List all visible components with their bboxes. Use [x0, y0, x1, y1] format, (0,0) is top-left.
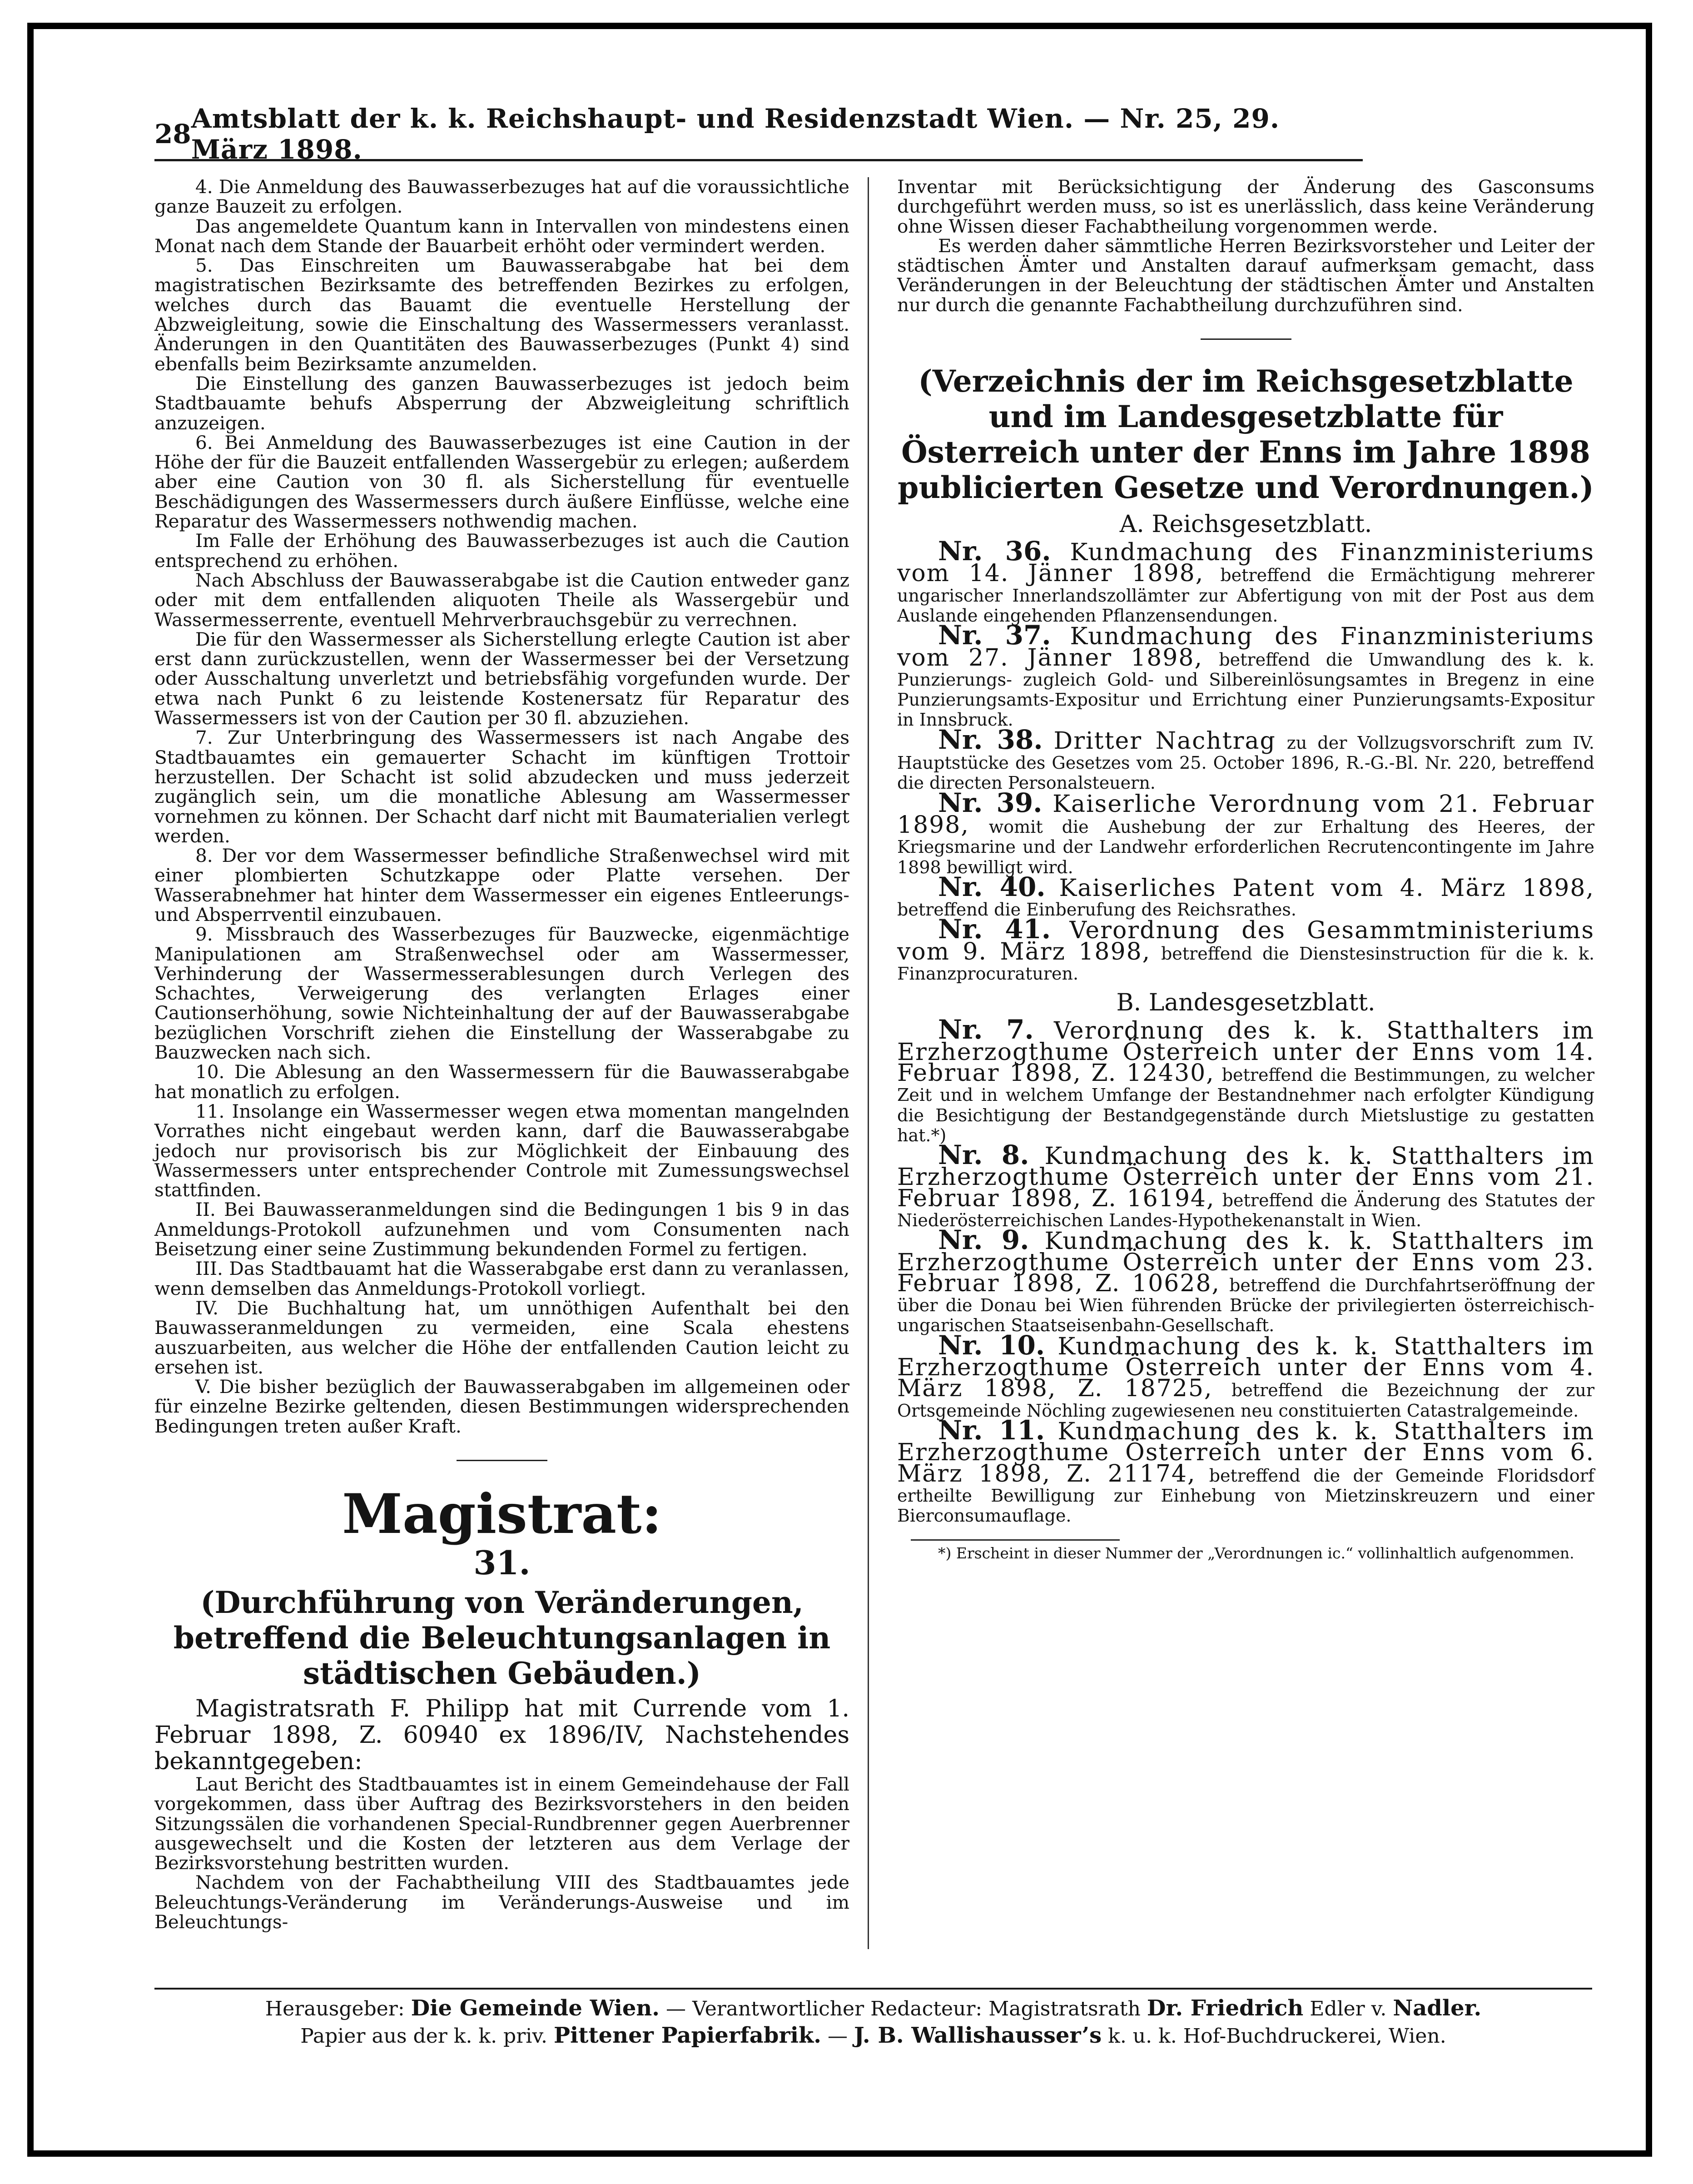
entry-description: betreffend die Bestimmungen, zu welcher Zeit und in welchem Umfange der Bestandnehmer nach erfolgter Kündigung die Besichtigung der Bestandgegenstände durch Mietslustige zu gestatten hat.*)	[897, 1065, 1594, 1145]
entry-description: betreffend die Dienstesinstruction für die k. k. Finanzprocuraturen.	[897, 943, 1595, 984]
law-entry	[897, 1014, 1595, 1145]
running-title: Amtsblatt der k. k. Reichshaupt- und Residenzstadt Wien. — Nr. 25, 29. März 1898.	[191, 103, 1280, 165]
footer-text: k. u. k. Hof-Buchdruckerei, Wien.	[1108, 2025, 1446, 2048]
entry-number: Nr. 39.	[938, 787, 1043, 818]
entry-number: Nr. 36.	[938, 536, 1051, 567]
law-entry	[897, 724, 1595, 793]
paragraph: 4. Die Anmeldung des Bauwasserbezuges hat auf die voraussichtliche ganze Bauzeit zu erfolgen.	[154, 176, 849, 218]
footer-text: Die Gemeinde Wien.	[411, 1995, 660, 2021]
section-rule	[457, 1460, 547, 1461]
paragraph: IV. Die Buchhaltung hat, um unnöthigen Aufenthalt bei den Bauwasseranmeldungen zu vermeiden, eine Scala ehestens auszuarbeiten, aus welcher die Höhe der entfallenden Caution leicht zu ersehen ist.	[154, 1297, 849, 1378]
entry-title: Dritter Nachtrag	[1053, 727, 1276, 755]
law-entry	[897, 1224, 1595, 1336]
item-heading: (Durchführung von Veränderungen, betreffend die Beleuchtungsanlagen in städtischen Gebäuden.)	[173, 1585, 831, 1691]
paragraph: Es werden daher sämmtliche Herren Bezirksvorsteher und Leiter der städtischen Ämter und Anstalten darauf aufmerksam gemacht, dass Veränderungen in der Beleuchtung der städtischen Ämter und Anstalten nur durch die genannte Fachabtheilung durchzuführen sind.	[897, 234, 1594, 316]
entry-number: Nr. 41.	[938, 914, 1051, 945]
paragraph: 7. Zur Unterbringung des Wassermessers ist nach Angabe des Stadtbauamtes ein gemauerter Schacht im künftigen Trottoir herzustellen. Der Schacht ist solid abzudecken und muss jederzeit zugänglich sein, um die monatliche Ablesung am Wassermesser vornehmen zu können. Der Schacht darf nicht mit Baumaterialien verlegt werden.	[154, 726, 849, 847]
footer-text: J. B. Wallishausser’s	[854, 2023, 1102, 2048]
paragraph: 5. Das Einschreiten um Bauwasserabgabe hat bei dem magistratischen Bezirksamte des betreffenden Bezirkes zu erfolgen, welches durch das Bauamt die eventuelle Herstellung der Abzweigleitung, sowie die Einschaltung des Wassermessers veranlasst. Änderungen in den Quantitäten des Bauwasserbezuges (Punkt 4) sind ebenfalls beim Bezirksamte anzumelden.	[154, 254, 849, 375]
footer-text: —	[827, 2025, 848, 2048]
footer-text: Edler v.	[1310, 1997, 1387, 2020]
entry-description: betreffend die Änderung des Statutes der Niederösterreichischen Landes-Hypothekenanstalt in Wien.	[897, 1190, 1595, 1230]
entry-description: zu der Vollzugsvorschrift zum IV. Hauptstücke des Gesetzes vom 25. October 1896, R.-G.-Bl. Nr. 220, betreffend die directen Personalsteuern.	[897, 732, 1595, 793]
entry-description: betreffend die der Gemeinde Floridsdorf ertheilte Bewilligung zur Einhebung von Mietzinskreuzern und einer Bierconsumauflage.	[897, 1465, 1594, 1526]
entry-description: betreffend die Ermächtigung mehrerer ungarischer Innerlandszollämter zur Abfertigung von mit der Post aus dem Auslande eingehenden Pflanzensendungen.	[897, 565, 1595, 626]
footnote-rule	[911, 1539, 1120, 1541]
entry-number: Nr. 11.	[938, 1414, 1045, 1446]
footer-text: Dr. Friedrich	[1147, 1995, 1304, 2021]
entry-number: Nr. 37.	[938, 620, 1051, 651]
paragraph: 11. Insolange ein Wassermesser wegen etwa momentan mangelnden Vorrathes nicht eingebaut werden kann, darf die Bauwasserabgabe jedoch nur provisorisch bis zur Möglichkeit der Einbauung des Wassermessers unter entsprechender Controle mit Zumessungswechsel stattfinden.	[154, 1100, 849, 1201]
paragraph: Das angemeldete Quantum kann in Intervallen von mindestens einen Monat nach dem Stande der Bauarbeit erhöht oder vermindert werden.	[154, 215, 849, 257]
lead-paragraph: Magistratsrath F. Philipp hat mit Currende vom 1. Februar 1898, Z. 60940 ex 1896/IV, Nachstehendes bekanntgegeben:	[154, 1695, 849, 1775]
paragraph: Nach Abschluss der Bauwasserabgabe ist die Caution entweder ganz oder mit dem entfallenden aliquoten Theile als Wassergebür und Wassermesserrente, eventuell Mehrverbrauchsgebür zu verrechnen.	[154, 569, 849, 631]
paragraph: 10. Die Ablesung an den Wassermessern für die Bauwasserabgabe hat monatlich zu erfolgen.	[154, 1061, 849, 1103]
law-entry	[897, 787, 1595, 877]
entry-title: Kundmachung des k. k. Statthalters im Erzherzogthume Österreich unter der Enns vom 4. März 1898, Z. 18725,	[897, 1333, 1595, 1403]
paragraph: V. Die bisher bezüglich der Bauwasserabgaben im allgemeinen oder für einzelne Bezirke geltenden, diesen Bestimmungen widersprechenden Bedingungen treten außer Kraft.	[154, 1376, 849, 1437]
law-entry	[897, 536, 1595, 626]
entry-description: betreffend die Durchfahrtseröffnung der über die Donau bei Wien führenden Brücke der privilegierten österreichisch-ungarischen Staatseisenbahn-Gesellschaft.	[897, 1275, 1594, 1336]
entry-title: Kundmachung des Finanzministeriums vom 14. Jänner 1898,	[897, 539, 1594, 587]
entry-description: womit die Aushebung der zur Erhaltung des Heeres, der Kriegsmarine und der Landwehr erforderlichen Recrutencontingente im Jahre 1898 bewilligt wird.	[897, 816, 1595, 877]
page-number: 28	[154, 119, 191, 149]
item-number: 31.	[473, 1543, 531, 1582]
right-column	[897, 177, 1594, 1562]
law-entry	[897, 914, 1595, 984]
footer-text: — Verantwortlicher Redacteur: Magistratsrath	[666, 1997, 1141, 2020]
law-entry	[897, 871, 1594, 920]
footer-publisher-line	[154, 1995, 1592, 2021]
paragraph: Laut Bericht des Stadtbauamtes ist in einem Gemeindehause der Fall vorgekommen, dass über Auftrag des Bezirksvorstehers in den beiden Sitzungssälen die vorhandenen Special-Rundbrenner gegen Auerbrenner ausgewechselt und die Kosten der letzteren aus dem Verlage der Bezirksvorstehung bestritten wurden.	[154, 1773, 849, 1874]
law-entry	[897, 1414, 1595, 1526]
entry-title: Verordnung des k. k. Statthalters im Erzherzogthume Österreich unter der Enns vom 14. Februar 1898, Z. 12430,	[897, 1017, 1595, 1087]
entry-title: Kundmachung des k. k. Statthalters im Erzherzogthume Österreich unter der Enns vom 23. Februar 1898, Z. 10628,	[897, 1228, 1595, 1297]
subheading-a: A. Reichsgesetzblatt.	[1119, 511, 1372, 538]
entry-number: Nr. 8.	[938, 1139, 1029, 1171]
paragraph: 6. Bei Anmeldung des Bauwasserbezuges ist eine Caution in der Höhe der für die Bauzeit entfallenden Wassergebür zu erlegen; außerdem aber eine Caution von 30 fl. als Sicherstellung für eventuelle Beschädigungen des Wassermessers durch äußere Einflüsse, welche eine Reparatur des Wassermessers nothwendig machen.	[154, 431, 849, 532]
footer-rule	[154, 1988, 1592, 1990]
paragraph: III. Das Stadtbauamt hat die Wasserabgabe erst dann zu veranlassen, wenn demselben das Anmeldungs-Protokoll vorliegt.	[154, 1258, 849, 1299]
footer-text: Papier aus der k. k. priv.	[300, 2025, 547, 2048]
subheading-b: B. Landesgesetzblatt.	[1116, 989, 1375, 1017]
paragraph: 8. Der vor dem Wassermesser befindliche Straßenwechsel wird mit einer plombierten Schutzkappe oder Platte versehen. Der Wasserabnehmer hat hinter dem Wassermesser ein eigenes Entleerungs- und Absperrventil einzubauen.	[154, 845, 849, 925]
entry-title: Verordnung des Gesammtministeriums vom 9. März 1898,	[897, 917, 1594, 965]
law-entry	[897, 620, 1595, 730]
paragraph: Nachdem von der Fachabtheilung VIII des Stadtbauamtes jede Beleuchtungs-Veränderung im Veränderungs-Ausweise und im Beleuchtungs-	[154, 1871, 849, 1933]
column-divider	[868, 177, 869, 1949]
paragraph: II. Bei Bauwasseranmeldungen sind die Bedingungen 1 bis 9 in das Anmeldungs-Protokoll aufzunehmen und vom Consumenten nach Beisetzung einer seine Zustimmung bekundenden Formel zu fertigen.	[154, 1199, 849, 1260]
magistrat-title: Magistrat:	[342, 1482, 662, 1546]
entry-title: Kundmachung des k. k. Statthalters im Erzherzogthume Österreich unter der Enns vom 6. März 1898, Z. 21174,	[897, 1418, 1595, 1488]
paragraph: Inventar mit Berücksichtigung der Änderung des Gasconsums durchgeführt werden muss, so ist es unerlässlich, dass keine Veränderung ohne Wissen dieser Fachabtheilung vorgenommen werde.	[897, 176, 1594, 237]
page-header	[154, 103, 1363, 165]
footer-text: Pittener Papierfabrik.	[553, 2023, 821, 2048]
law-entry	[897, 1139, 1595, 1230]
entry-number: Nr. 9.	[938, 1224, 1029, 1256]
entry-number: Nr. 7.	[938, 1014, 1034, 1045]
entry-number: Nr. 38.	[938, 724, 1043, 755]
entry-title: Kundmachung des k. k. Statthalters im Erzherzogthume Österreich unter der Enns vom 21. Februar 1898, Z. 16194,	[897, 1143, 1595, 1212]
paragraph: 9. Missbrauch des Wasserbezuges für Bauzwecke, eigenmächtige Manipulationen am Straßenwechsel oder am Wassermesser, Verhinderung der Wassermesserablesungen durch Verlegen des Schachtes, Verweigerung des verlangten Erlages einer Cautionserhöhung, sowie Nichteinhaltung der auf der Bauwasserabgabe bezüglichen Vorschrift ziehen die Einstellung der Wasserabgabe zu Bauzwecken nach sich.	[154, 923, 849, 1064]
entry-description: betreffend die Umwandlung des k. k. Punzierungs- zugleich Gold- und Silbereinlösungsamtes in Bregenz in eine Punzierungsamts-Expositur und Errichtung einer Punzierungsamts-Expositur in Innsbruck.	[897, 649, 1595, 730]
footer-text: Nadler.	[1393, 1995, 1482, 2021]
paragraph: Im Falle der Erhöhung des Bauwasserbezuges ist auch die Caution entsprechend zu erhöhen.	[154, 530, 849, 572]
entry-number: Nr. 40.	[938, 871, 1046, 902]
entry-title: Kaiserliches Patent vom 4. März 1898,	[1059, 874, 1594, 902]
left-column	[154, 177, 849, 1932]
paragraph: Die Einstellung des ganzen Bauwasserbezuges ist jedoch beim Stadtbauamte behufs Absperrung der Abzweigleitung schriftlich anzuzeigen.	[154, 372, 849, 434]
entry-title: Kaiserliche Verordnung vom 21. Februar 1898,	[897, 790, 1594, 839]
entry-title: Kundmachung des Finanzministeriums vom 27. Jänner 1898,	[897, 623, 1594, 672]
entry-number: Nr. 10.	[938, 1329, 1045, 1361]
footer-printer-line	[154, 2023, 1592, 2048]
section-heading: (Verzeichnis der im Reichsgesetzblatte und im Landesgesetzblatte für Österreich unter der Enns im Jahre 1898 publicierten Gesetze und Verordnungen.)	[898, 363, 1594, 506]
section-rule	[1201, 338, 1291, 340]
footer-text: Herausgeber:	[265, 1997, 405, 2020]
entry-description: betreffend die Einberufung des Reichsrathes.	[897, 900, 1296, 920]
paragraph: Die für den Wassermesser als Sicherstellung erlegte Caution ist aber erst dann zurückzustellen, wenn der Wassermesser bei der Versetzung oder Ausschaltung unverletzt und betriebsfähig vorgefunden wurde. Der etwa nach Punkt 6 zu leistende Kostenersatz für Reparatur des Wassermessers ist von der Caution per 30 fl. abzuziehen.	[154, 628, 849, 729]
entry-description: betreffend die Bezeichnung der zur Ortsgemeinde Nöchling zugewiesenen neu constituierten Catastralgemeinde.	[897, 1380, 1594, 1421]
footnote: *) Erscheint in dieser Nummer der „Verordnungen ic.“ vollinhaltlich aufgenommen.	[938, 1544, 1574, 1562]
law-entry	[897, 1329, 1595, 1421]
